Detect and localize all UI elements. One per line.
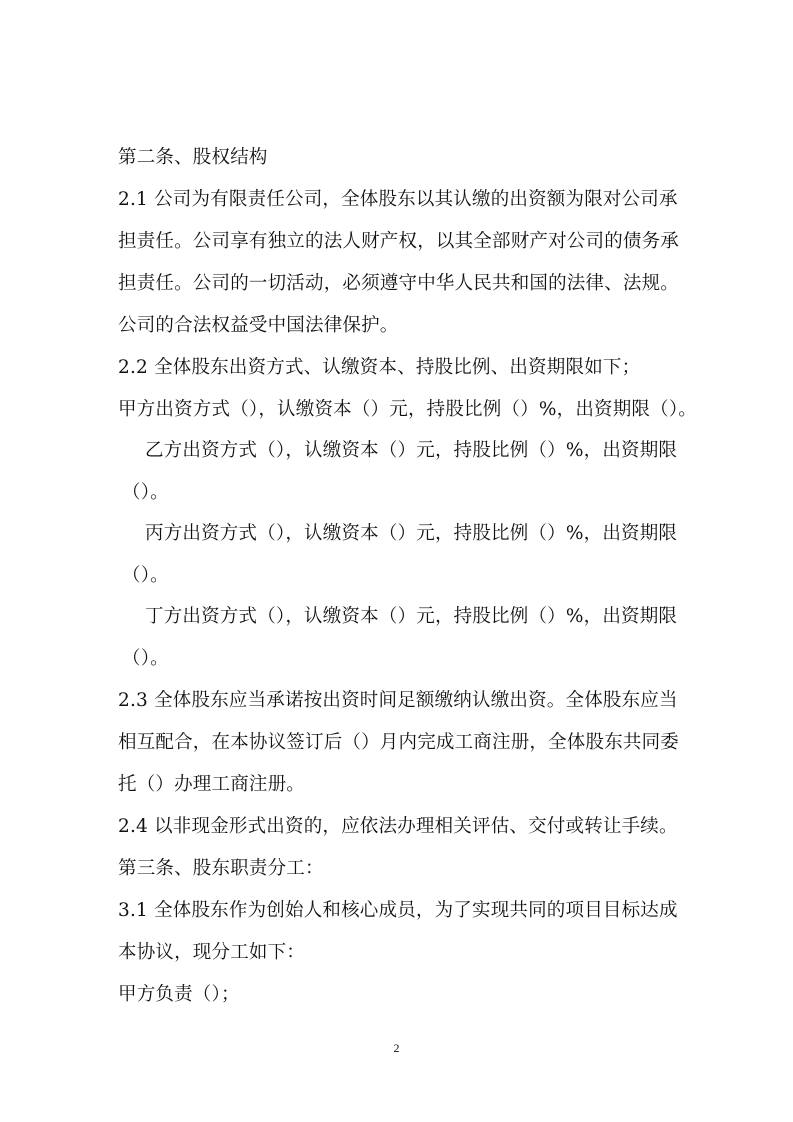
party-a-contribution: 甲方出资方式（），认缴资本（）元，持股比例（）%，出资期限（）。: [118, 399, 697, 420]
party-b-contribution: 乙方出资方式（），认缴资本（）元，持股比例（）%，出资期限: [145, 440, 678, 461]
section-heading-article-2: 第二条、股权结构: [118, 147, 268, 168]
party-b-contribution-cont: （）。: [122, 482, 169, 503]
clause-2-4: 2.4 以非现金形式出资的，应依法办理相关评估、交付或转让手续。: [118, 816, 678, 837]
clause-2-3-line-3: 托（）办理工商注册。: [118, 774, 306, 795]
clause-2-2-line-1: 2.2 全体股东出资方式、认缴资本、持股比例、出资期限如下；: [118, 357, 641, 378]
party-c-contribution: 丙方出资方式（），认缴资本（）元，持股比例（）%，出资期限: [145, 523, 678, 544]
clause-2-1-line-3: 担责任。公司的一切活动，必须遵守中华人民共和国的法律、法规。: [118, 273, 680, 294]
party-a-responsibility: 甲方负责（）；: [118, 984, 240, 1005]
clause-3-1-line-2: 本协议，现分工如下：: [118, 942, 306, 963]
clause-2-1-line-2: 担责任。公司享有独立的法人财产权，以其全部财产对公司的债务承: [118, 231, 680, 252]
party-d-contribution-cont: （）。: [122, 648, 169, 669]
clause-3-1-line-1: 3.1 全体股东作为创始人和核心成员，为了实现共同的项目目标达成: [118, 900, 678, 921]
party-d-contribution: 丁方出资方式（），认缴资本（）元，持股比例（）%，出资期限: [145, 606, 678, 627]
clause-2-3-line-2: 相互配合，在本协议签订后（）月内完成工商注册，全体股东共同委: [118, 732, 680, 753]
clause-2-1-line-4: 公司的合法权益受中国法律保护。: [118, 315, 399, 336]
party-c-contribution-cont: （）。: [122, 565, 169, 586]
clause-2-3-line-1: 2.3 全体股东应当承诺按出资时间足额缴纳认缴出资。全体股东应当: [118, 690, 678, 711]
section-heading-article-3: 第三条、股东职责分工：: [118, 858, 324, 879]
clause-2-1-line-1: 2.1 公司为有限责任公司，全体股东以其认缴的出资额为限对公司承: [118, 189, 678, 210]
page-number: 2: [393, 1041, 400, 1055]
